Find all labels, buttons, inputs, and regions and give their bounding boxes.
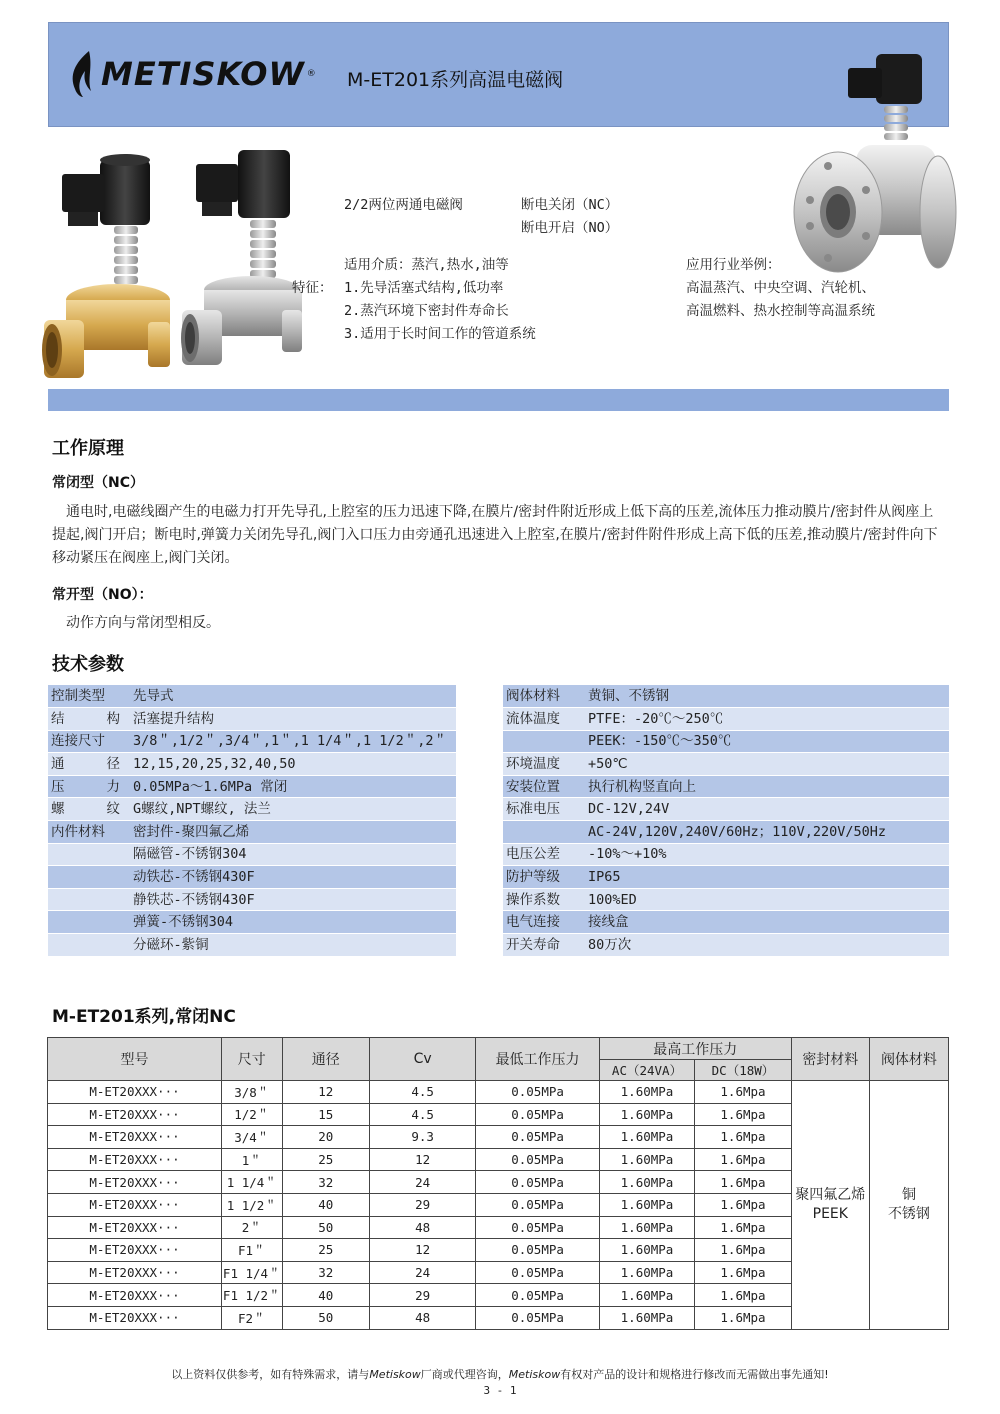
spec-key: 环境温度: [503, 753, 585, 776]
flanged-valve-image: [788, 50, 958, 280]
table-cell: M-ET20XXX···: [48, 1306, 222, 1329]
table-cell: 40: [282, 1193, 369, 1216]
table-cell: F1 1/4＂: [221, 1261, 282, 1284]
model-table-title: M-ET201系列,常闭NC: [52, 1007, 236, 1027]
spec-key: [48, 843, 130, 866]
spec-key: 通径: [48, 753, 130, 776]
page-title: M-ET201系列高温电磁阀: [347, 69, 564, 91]
brand-logo: [67, 49, 316, 99]
applications-heading: 应用行业举例：: [686, 257, 781, 273]
spec-row: [503, 708, 949, 731]
table-cell: 0.05MPa: [476, 1261, 600, 1284]
spec-value: 分磁环-紫铜: [130, 934, 456, 957]
col-cv: Cv: [369, 1038, 475, 1081]
spec-row: [48, 708, 456, 731]
table-cell: 12: [369, 1239, 475, 1262]
table-cell: 0.05MPa: [476, 1081, 600, 1104]
model-table: [47, 1037, 949, 1330]
disclaimer: [0, 1366, 1000, 1382]
spec-row: [48, 866, 456, 889]
spec-key: 电气连接: [503, 911, 585, 934]
features-label: 特征：: [292, 280, 333, 296]
table-cell: 3/4＂: [221, 1126, 282, 1149]
nc-label: 断电关闭（NC）: [521, 197, 619, 213]
spec-key: [48, 911, 130, 934]
spec-row: [503, 911, 949, 934]
application-item: 高温燃料、热水控制等高温系统: [686, 303, 875, 319]
spec-value: 执行机构竖直向上: [585, 775, 949, 798]
table-cell: 1.6Mpa: [695, 1081, 792, 1104]
disclaimer-brand: Metiskow: [508, 1368, 561, 1381]
table-cell: M-ET20XXX···: [48, 1239, 222, 1262]
spec-row: [48, 888, 456, 911]
table-cell: M-ET20XXX···: [48, 1103, 222, 1126]
body-material-cell: 铜 不锈钢: [869, 1081, 948, 1330]
table-cell: 1.60MPa: [599, 1148, 694, 1171]
spec-key: 内件材料: [48, 821, 130, 844]
steel-valve-image: [180, 150, 305, 375]
table-cell: 1.60MPa: [599, 1103, 694, 1126]
page-number: 3 - 1: [483, 1384, 517, 1397]
table-cell: M-ET20XXX···: [48, 1148, 222, 1171]
table-cell: 1.6Mpa: [695, 1148, 792, 1171]
spec-row: [48, 843, 456, 866]
disclaimer-text: 以上资料仅供参考，如有特殊需求，请与: [171, 1368, 370, 1381]
nc-description: 通电时,电磁线圈产生的电磁力打开先导孔,上腔室的压力迅速下降,在膜片/密封件附近形成上低下高的压差,流体压力推动膜片/密封件从阀座上提起,阀门开启；断电时,弹簧力关闭先导孔,阀门入口压力由旁通孔迅速进入上腔室,在膜片/密封件附件形成上高下低的压差,推动膜片/密封件向下移动紧压在阀座上,阀门关闭。: [52, 504, 938, 566]
table-cell: 32: [282, 1171, 369, 1194]
table-cell: 0.05MPa: [476, 1193, 600, 1216]
table-cell: 12: [369, 1148, 475, 1171]
spec-key: 螺纹: [48, 798, 130, 821]
spec-key: 开关寿命: [503, 934, 585, 957]
spec-row: [503, 685, 949, 708]
spec-value: 黄铜、不锈钢: [585, 685, 949, 708]
table-cell: 1＂: [221, 1148, 282, 1171]
spec-row: [503, 730, 949, 753]
table-cell: 1.6Mpa: [695, 1216, 792, 1239]
spec-row: [503, 753, 949, 776]
spec-row: [503, 798, 949, 821]
application-item: 高温蒸汽、中央空调、汽轮机、: [686, 280, 875, 296]
spec-value: 12,15,20,25,32,40,50: [130, 753, 456, 776]
table-cell: 25: [282, 1148, 369, 1171]
table-cell: 2＂: [221, 1216, 282, 1239]
spec-row: [503, 821, 949, 844]
table-cell: 1.6Mpa: [695, 1239, 792, 1262]
spec-row: [503, 843, 949, 866]
spec-row: [48, 798, 456, 821]
spec-key: [503, 821, 585, 844]
table-cell: 1.60MPa: [599, 1306, 694, 1329]
col-bore: 通径: [282, 1038, 369, 1081]
spec-value: 动铁芯-不锈钢430F: [130, 866, 456, 889]
spec-row: [48, 934, 456, 957]
table-cell: 1.60MPa: [599, 1284, 694, 1307]
table-cell: M-ET20XXX···: [48, 1216, 222, 1239]
spec-key: 压力: [48, 775, 130, 798]
table-cell: M-ET20XXX···: [48, 1171, 222, 1194]
table-cell: M-ET20XXX···: [48, 1261, 222, 1284]
table-cell: 1.60MPa: [599, 1126, 694, 1149]
spec-value: 100%ED: [585, 888, 949, 911]
table-cell: M-ET20XXX···: [48, 1126, 222, 1149]
spec-value: 先导式: [130, 685, 456, 708]
spec-row: [503, 888, 949, 911]
spec-key: [503, 730, 585, 753]
no-description: 动作方向与常闭型相反。: [66, 615, 220, 631]
table-cell: 24: [369, 1171, 475, 1194]
spec-row: [48, 685, 456, 708]
col-seal: 密封材料: [791, 1038, 869, 1081]
table-row: [48, 1081, 949, 1104]
table-cell: 24: [369, 1261, 475, 1284]
table-cell: 0.05MPa: [476, 1148, 600, 1171]
table-cell: F2＂: [221, 1306, 282, 1329]
table-cell: 50: [282, 1306, 369, 1329]
spec-value: AC-24V,120V,240V/60Hz；110V,220V/50Hz: [585, 821, 949, 844]
table-cell: 1.6Mpa: [695, 1171, 792, 1194]
no-label: 断电开启（NO）: [521, 220, 619, 236]
spec-key: 阀体材料: [503, 685, 585, 708]
spec-row: [503, 866, 949, 889]
spec-row: [48, 753, 456, 776]
table-cell: 25: [282, 1239, 369, 1262]
spec-key: [48, 866, 130, 889]
spec-key: 标准电压: [503, 798, 585, 821]
spec-row: [503, 934, 949, 957]
spec-key: 操作系数: [503, 888, 585, 911]
spec-value: 0.05MPa～1.6MPa 常闭: [130, 775, 456, 798]
col-ac: AC（24VA）: [599, 1060, 694, 1081]
table-cell: 1.6Mpa: [695, 1261, 792, 1284]
table-cell: 1.60MPa: [599, 1239, 694, 1262]
table-cell: 1.60MPa: [599, 1216, 694, 1239]
col-model: 型号: [48, 1038, 222, 1081]
spec-row: [48, 775, 456, 798]
table-cell: 1/2＂: [221, 1103, 282, 1126]
table-cell: 12: [282, 1081, 369, 1104]
spec-value: 3/8＂,1/2＂,3/4＂,1＂,1 1/4＂,1 1/2＂,2＂: [130, 730, 456, 753]
spec-value: 弹簧-不锈钢304: [130, 911, 456, 934]
table-cell: 1.60MPa: [599, 1171, 694, 1194]
spec-key: [48, 888, 130, 911]
table-cell: M-ET20XXX···: [48, 1081, 222, 1104]
disclaimer-text: 有权对产品的设计和规格进行修改而无需做出事先通知!: [560, 1368, 829, 1381]
table-cell: 3/8＂: [221, 1081, 282, 1104]
spec-key: 连接尺寸: [48, 730, 130, 753]
disclaimer-brand: Metiskow: [369, 1368, 421, 1381]
nc-heading: 常闭型（NC）: [52, 475, 144, 491]
table-cell: 1.6Mpa: [695, 1126, 792, 1149]
spec-value: PEEK：-150℃～350℃: [585, 730, 949, 753]
table-cell: 50: [282, 1216, 369, 1239]
table-cell: 0.05MPa: [476, 1103, 600, 1126]
spec-value: 活塞提升结构: [130, 708, 456, 731]
spec-value: PTFE：-20℃～250℃: [585, 708, 949, 731]
spec-row: [503, 775, 949, 798]
table-cell: 1 1/2＂: [221, 1193, 282, 1216]
spec-key: 控制类型: [48, 685, 130, 708]
spec-key: 安装位置: [503, 775, 585, 798]
table-cell: 48: [369, 1216, 475, 1239]
spec-value: 密封件-聚四氟乙烯: [130, 821, 456, 844]
spec-key: 防护等级: [503, 866, 585, 889]
spec-key: [48, 934, 130, 957]
table-cell: M-ET20XXX···: [48, 1193, 222, 1216]
spec-value: -10%～+10%: [585, 843, 949, 866]
applications-list: [686, 254, 875, 323]
col-min-pressure: 最低工作压力: [476, 1038, 600, 1081]
table-cell: 1.60MPa: [599, 1193, 694, 1216]
col-dc: DC（18W）: [695, 1060, 792, 1081]
col-size: 尺寸: [221, 1038, 282, 1081]
brass-valve-image: [38, 150, 173, 390]
table-cell: 48: [369, 1306, 475, 1329]
disclaimer-text: 厂商或代理咨询，: [420, 1368, 509, 1381]
valve-type: 2/2两位两通电磁阀: [344, 197, 463, 213]
spec-value: 80万次: [585, 934, 949, 957]
spec-row: [48, 911, 456, 934]
table-cell: 0.05MPa: [476, 1306, 600, 1329]
table-cell: 1.6Mpa: [695, 1103, 792, 1126]
feature-item: 1.先导活塞式结构,低功率: [344, 280, 504, 296]
feature-item: 2.蒸汽环境下密封件寿命长: [344, 303, 509, 319]
logo-flame-icon: [67, 49, 103, 99]
feature-item: 3.适用于长时间工作的管道系统: [344, 326, 536, 342]
table-cell: 0.05MPa: [476, 1284, 600, 1307]
table-cell: 4.5: [369, 1081, 475, 1104]
spec-value: +50℃: [585, 753, 949, 776]
table-cell: 9.3: [369, 1126, 475, 1149]
specs-heading: 技术参数: [52, 654, 124, 675]
spec-row: [48, 821, 456, 844]
medium-text: 适用介质：蒸汽,热水,油等: [344, 257, 509, 273]
principle-heading: 工作原理: [52, 438, 124, 459]
spec-value: IP65: [585, 866, 949, 889]
table-cell: 32: [282, 1261, 369, 1284]
table-cell: F1 1/2＂: [221, 1284, 282, 1307]
table-cell: 1.60MPa: [599, 1081, 694, 1104]
spec-value: 接线盒: [585, 911, 949, 934]
seal-material-cell: 聚四氟乙烯 PEEK: [791, 1081, 869, 1330]
col-max-pressure: 最高工作压力: [599, 1038, 791, 1060]
table-cell: F1＂: [221, 1239, 282, 1262]
table-cell: 15: [282, 1103, 369, 1126]
registered-mark: ®: [306, 69, 316, 79]
spec-value: DC-12V,24V: [585, 798, 949, 821]
table-cell: 0.05MPa: [476, 1171, 600, 1194]
table-cell: 40: [282, 1284, 369, 1307]
spec-key: 结构: [48, 708, 130, 731]
brand-name: METISKOW: [101, 55, 305, 93]
spec-value: 静铁芯-不锈钢430F: [130, 888, 456, 911]
spec-key: 电压公差: [503, 843, 585, 866]
table-cell: 29: [369, 1193, 475, 1216]
features-list: [344, 277, 536, 346]
spec-row: [48, 730, 456, 753]
table-cell: M-ET20XXX···: [48, 1284, 222, 1307]
col-body: 阀体材料: [869, 1038, 948, 1081]
table-cell: 1.6Mpa: [695, 1193, 792, 1216]
spec-value: 隔磁管-不锈钢304: [130, 843, 456, 866]
table-cell: 1.6Mpa: [695, 1284, 792, 1307]
spec-key: 流体温度: [503, 708, 585, 731]
table-cell: 1.60MPa: [599, 1261, 694, 1284]
spec-value: G螺纹,NPT螺纹, 法兰: [130, 798, 456, 821]
table-cell: 0.05MPa: [476, 1239, 600, 1262]
spec-table-left: [48, 685, 456, 957]
table-cell: 20: [282, 1126, 369, 1149]
divider-band: [48, 389, 949, 411]
table-cell: 4.5: [369, 1103, 475, 1126]
spec-table-right: [503, 685, 949, 957]
table-cell: 29: [369, 1284, 475, 1307]
table-cell: 0.05MPa: [476, 1216, 600, 1239]
table-cell: 1.6Mpa: [695, 1306, 792, 1329]
no-heading: 常开型（NO）：: [52, 587, 153, 603]
table-cell: 1 1/4＂: [221, 1171, 282, 1194]
table-cell: 0.05MPa: [476, 1126, 600, 1149]
